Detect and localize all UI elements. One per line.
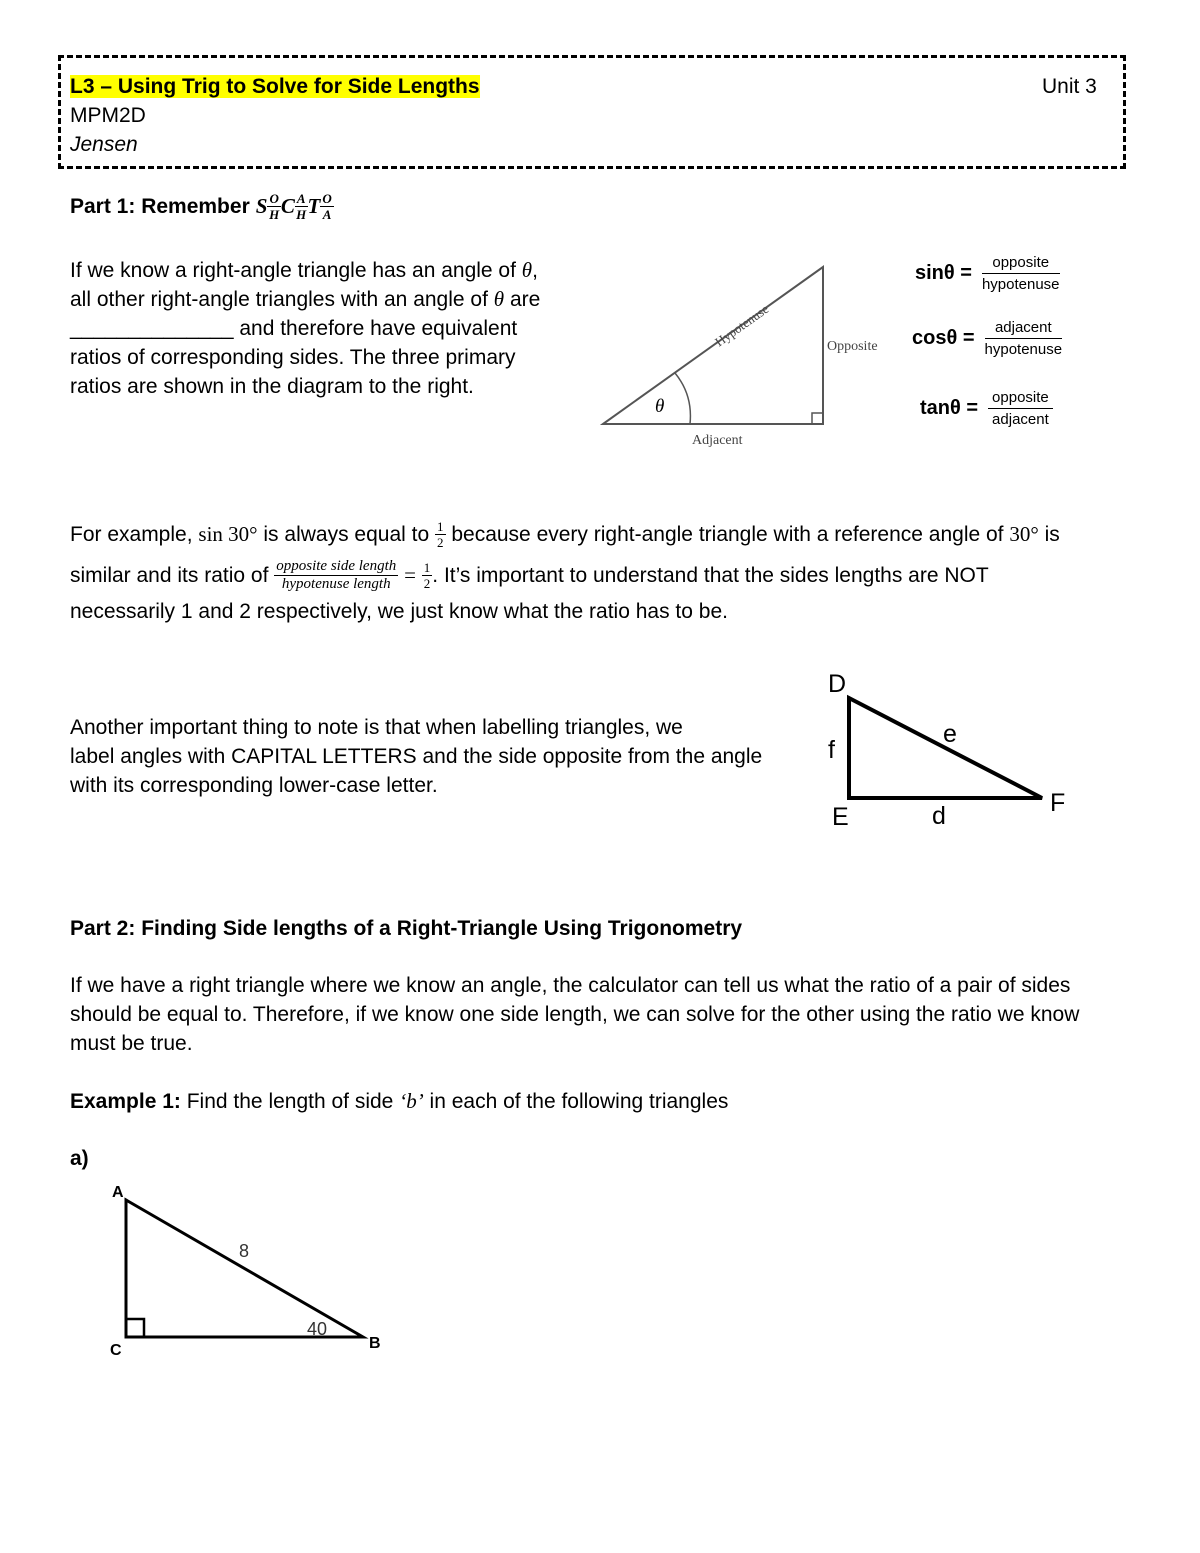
part1-heading [70, 192, 334, 221]
lesson-title-text: L3 – Using Trig to Solve for Side Lengths [70, 75, 480, 98]
mnemonic-t-frac: $\frac{O}{A}$ [322, 191, 332, 222]
def-triangle-outline [849, 698, 1042, 798]
part2-heading: Part 2: Finding Side lengths of a Right-Triangle Using Trigonometry [70, 917, 743, 940]
part2-paragraph: If we have a right triangle where we know an angle, the calculator can tell us what the ratio of a pair of sides should be equal to. Therefore, if we know one side length, we can solve for the other using the ratio we know must be true. [70, 974, 1080, 1055]
triangle-outline [603, 267, 823, 424]
theta-arc [675, 373, 690, 424]
abc-triangle-outline [126, 1200, 363, 1337]
sin-ratio: sinθ = $\frac{\text{opposite}}{\text{hypotenuse}}$ [915, 254, 1060, 293]
theta-label: θ [655, 396, 665, 417]
part-a-label: a) [70, 1147, 89, 1170]
example1-line: Example 1: Find the length of side ‘b’ in each of the following triangles [70, 1089, 729, 1113]
opposite-label: Opposite [827, 339, 878, 354]
hypotenuse-length: 8 [239, 1241, 250, 1261]
def-triangle-diagram [820, 665, 1080, 835]
vertex-b: B [369, 1335, 381, 1352]
hypotenuse-label: Hypotenuse [712, 301, 772, 350]
vertex-d: D [828, 670, 847, 698]
adjacent-label: Adjacent [692, 433, 743, 448]
vertex-e: E [832, 803, 849, 831]
right-angle-marker [812, 413, 823, 424]
angle-b-value: 40 [307, 1319, 328, 1339]
abc-triangle-diagram [100, 1175, 400, 1365]
labelling-paragraph: Another important thing to note is that when labelling triangles, we label angles with CAPITAL LETTERS and the side opposite from the angle with its corresponding lower-case letter. [70, 716, 763, 797]
cos-ratio: cosθ = $\frac{\text{adjacent}}{\text{hypotenuse}}$ [912, 319, 1063, 358]
lesson-title [70, 72, 480, 101]
unit-label: Unit 3 [1042, 75, 1097, 98]
tan-ratio: tanθ = $\frac{\text{opposite}}{\text{adjacent}}$ [920, 390, 1053, 427]
mnemonic-s-frac: $\frac{O}{H}$ [269, 191, 280, 222]
vertex-f: F [1050, 789, 1066, 817]
mnemonic-s: S [255, 194, 268, 218]
side-e: e [943, 720, 957, 748]
teacher-name: Jensen [70, 133, 138, 156]
mnemonic-c: C [280, 194, 295, 218]
vertex-c: C [110, 1342, 122, 1359]
course-code: MPM2D [70, 104, 146, 127]
mnemonic-c-frac: $\frac{A}{H}$ [296, 191, 307, 222]
side-d: d [932, 802, 946, 830]
vertex-a: A [112, 1184, 124, 1201]
side-f: f [828, 736, 835, 764]
mnemonic-t: T [307, 194, 321, 218]
right-angle-marker-c [126, 1319, 144, 1337]
triangle-diagram [595, 255, 895, 455]
part1-heading-text: Part 1: Remember [70, 195, 250, 218]
example-paragraph: For example, sin 30° is always equal to $\frac{1}{2}$ because every right-angle triangle with a reference angle of 30° is similar and its ratio of $\frac{\text{opposite side length}}{\text{hypotenuse length}}$ = $\frac{1}{2}$ . It’s important to understand that the sides lengths are NOT necessarily 1 and 2 respectively, we just know what the ratio has to be. [70, 518, 1060, 623]
part1-paragraph: If we know a right-angle triangle has an angle of θ, all other right-angle triangles with an angle of θ are ______________ and therefore have equivalent ratios of corresponding sides. The three primary ratios are shown in the diagram to the right. [70, 258, 541, 398]
